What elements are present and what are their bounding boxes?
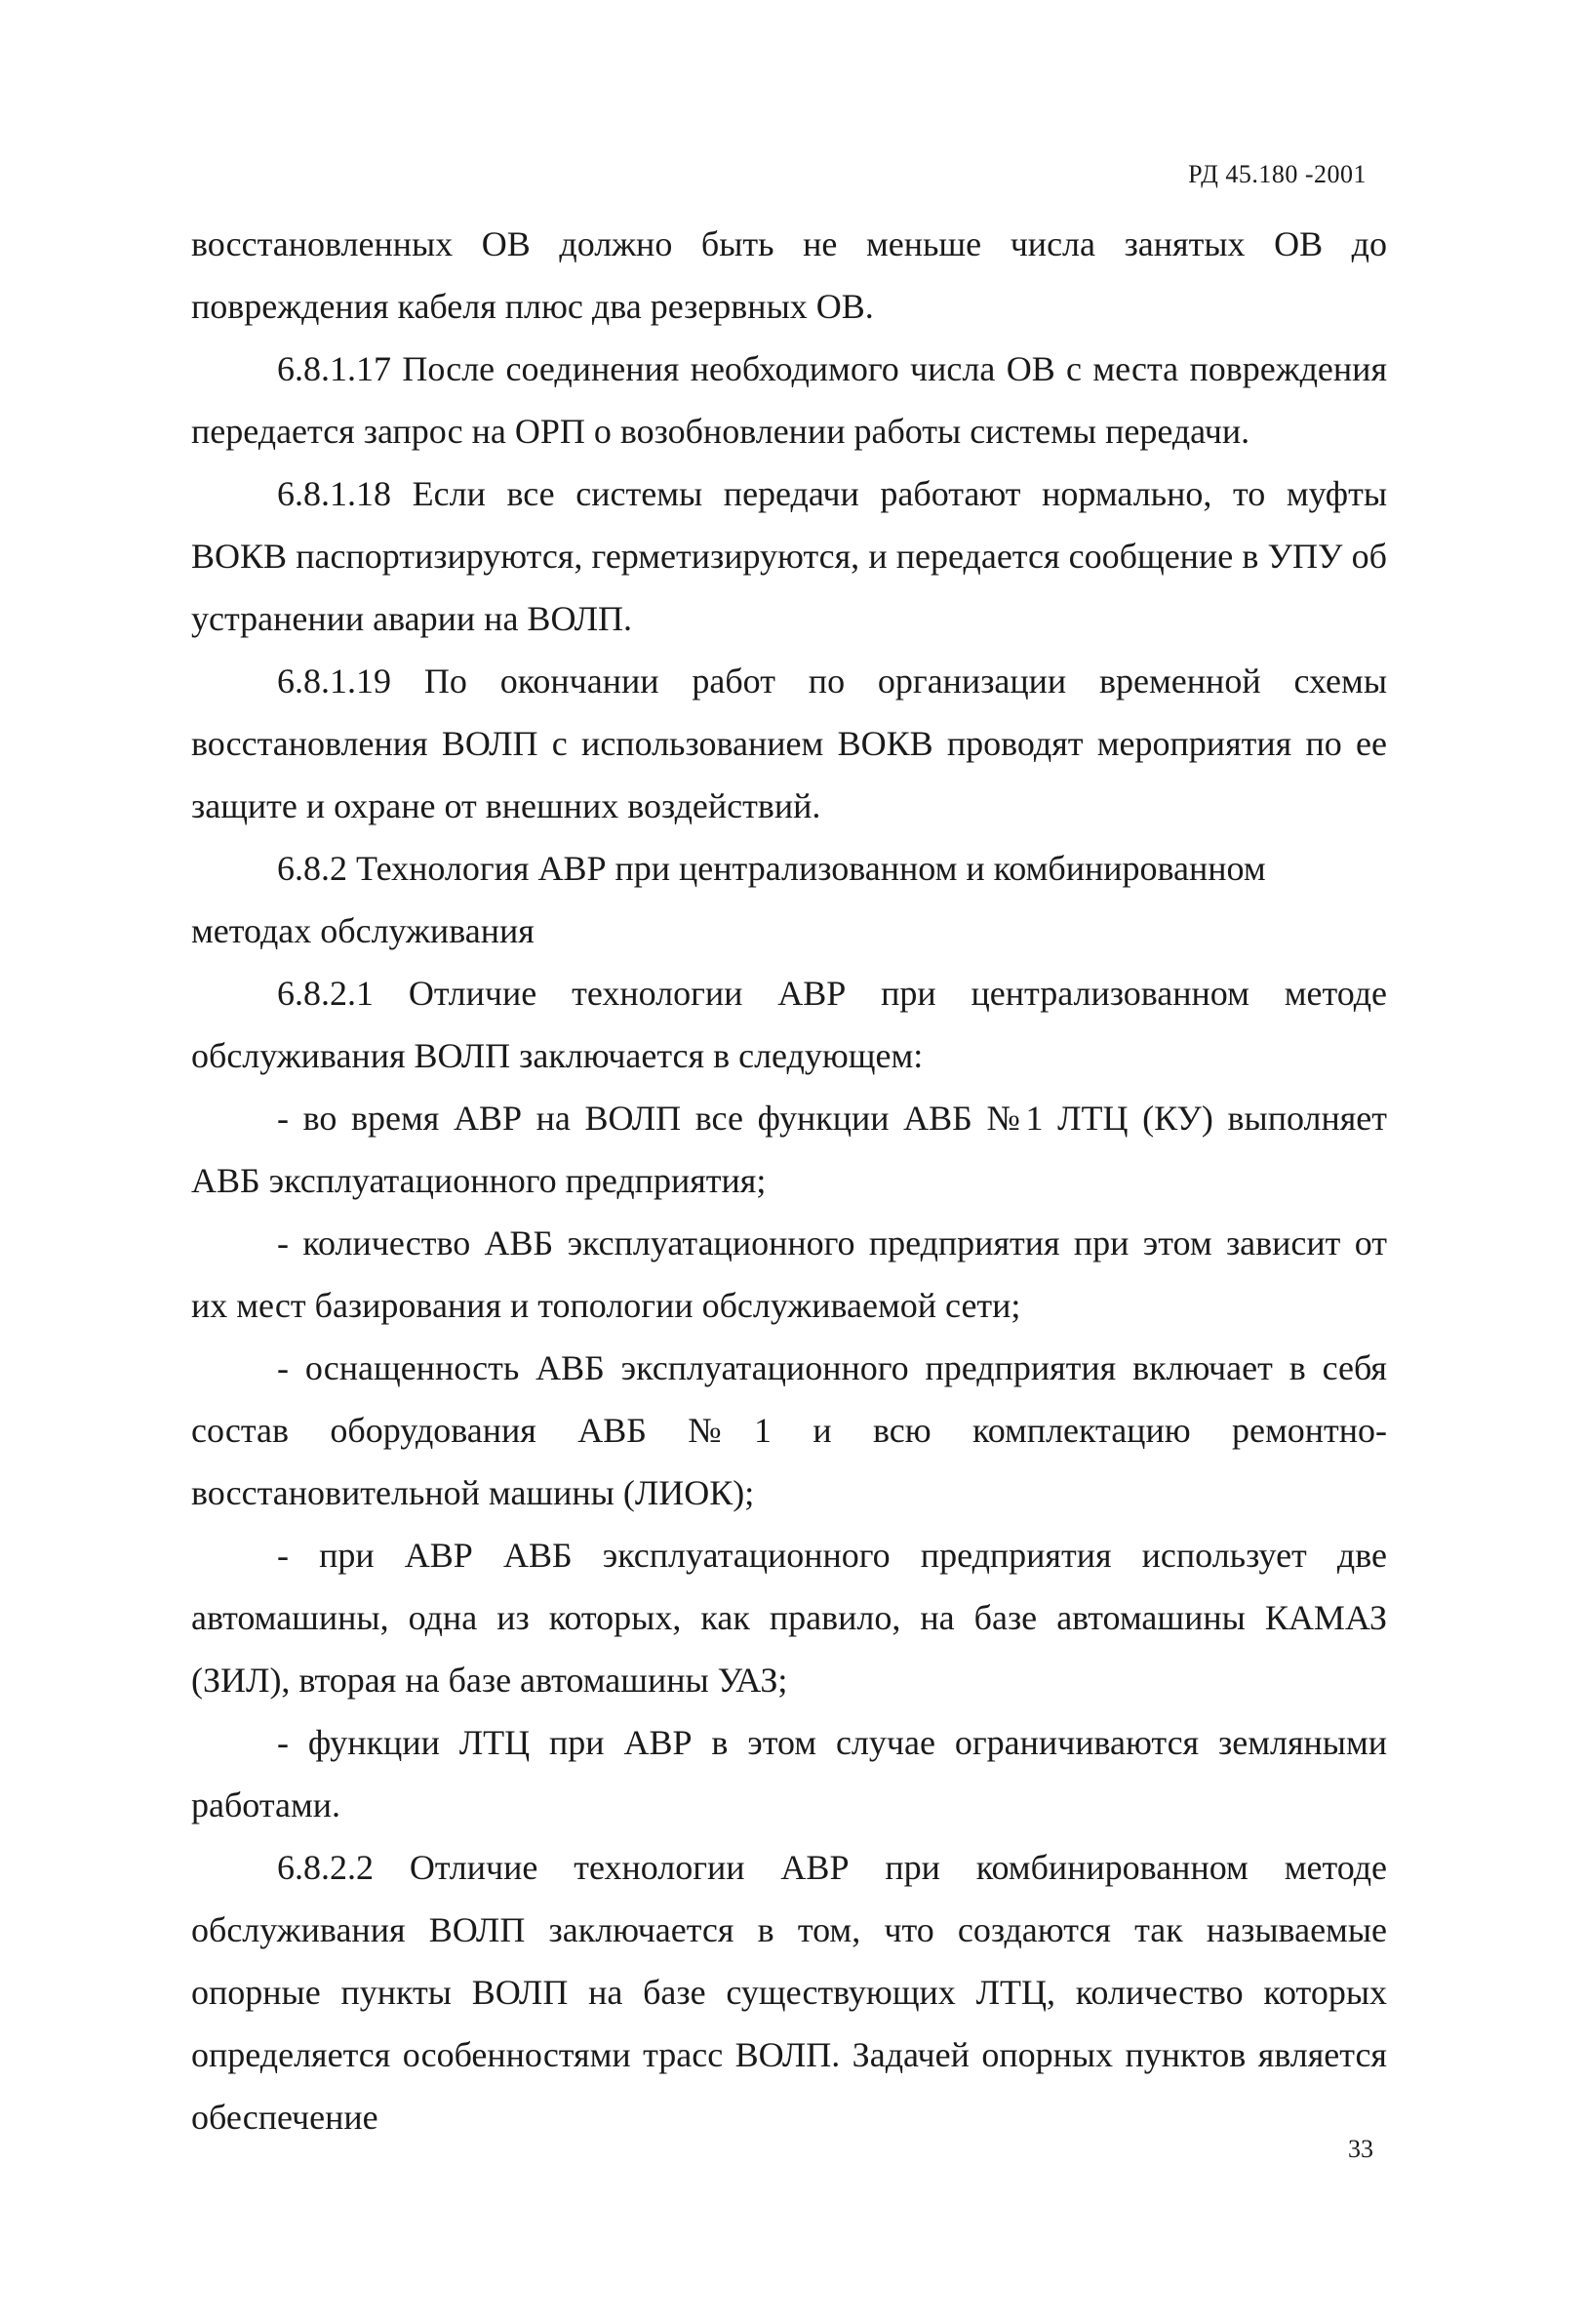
list-item: - при АВР АВБ эксплуатационного предприятия использует две автомашины, одна из которых, как правило, на базе автомашины КАМАЗ (ЗИЛ), вторая на базе автомашины УАЗ; [191,1536,1387,1700]
paragraph-6-8-1-18: 6.8.1.18 Если все системы передачи работают нормально, то муфты ВОКВ паспортизируются, герметизируются, и передается сообщение в УПУ об устранении аварии на ВОЛП. [191,474,1387,638]
list-item: - количество АВБ эксплуатационного предприятия при этом зависит от их мест базирования и топологии обслуживаемой сети; [191,1223,1387,1325]
document-body [191,213,1387,2148]
list-item: - оснащенность АВБ эксплуатационного предприятия включает в себя состав оборудования АВБ №1 и всю комплектацию ремонтно-восстановительной машины (ЛИОК); [191,1348,1387,1512]
document-id-header: РД 45.180 -2001 [1188,160,1367,188]
list-item: - во время АВР на ВОЛП все функции АВБ №1 ЛТЦ (КУ) выполняет АВБ эксплуатационного предприятия; [191,1099,1387,1200]
list-item: - функции ЛТЦ при АВР в этом случае ограничиваются земляными работами. [191,1723,1387,1824]
paragraph-continuation: восстановленных ОВ должно быть не меньше числа занятых ОВ до повреждения кабеля плюс два резервных ОВ. [191,224,1387,326]
page-number: 33 [1348,2135,1373,2163]
section-heading-6-8-2: 6.8.2 Технология АВР при централизованном и комбинированном методах обслуживания [191,849,1266,950]
paragraph-6-8-1-19: 6.8.1.19 По окончании работ по организации временной схемы восстановления ВОЛП с использованием ВОКВ проводят мероприятия по ее защите и охране от внешних воздействий. [191,661,1387,825]
paragraph-6-8-2-2: 6.8.2.2 Отличие технологии АВР при комбинированном методе обслуживания ВОЛП заключается в том, что создаются так называемые опорные пункты ВОЛП на базе существующих ЛТЦ, количество которых определяется особенностями трасс ВОЛП. Задачей опорных пунктов является обеспечение [191,1848,1387,2137]
paragraph-6-8-1-17: 6.8.1.17 После соединения необходимого числа ОВ с места повреждения передается запрос на ОРП о возобновлении работы системы передачи. [191,349,1387,451]
paragraph-6-8-2-1: 6.8.2.1 Отличие технологии АВР при централизованном методе обслуживания ВОЛП заключается в следующем: [191,974,1387,1075]
